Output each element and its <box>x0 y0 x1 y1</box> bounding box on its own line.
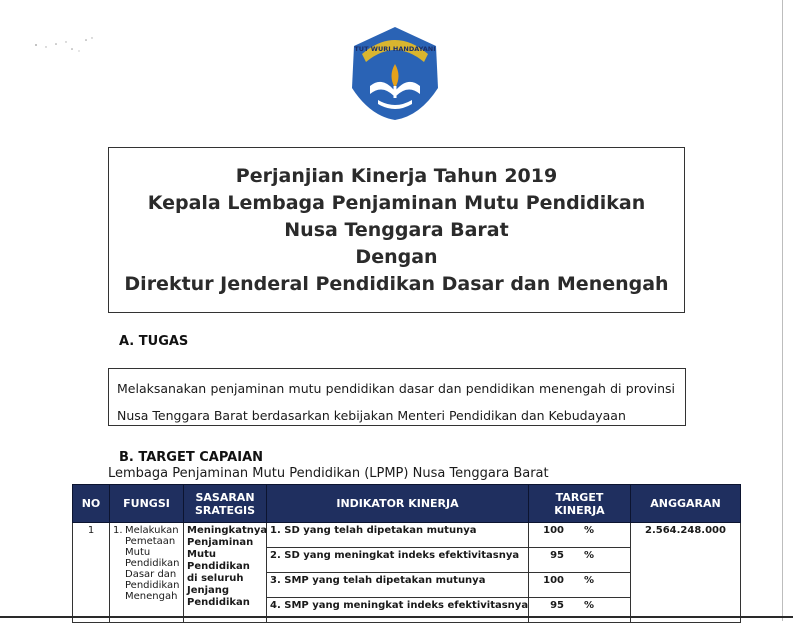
target-value: 95 <box>550 600 564 611</box>
task-line: Nusa Tenggara Barat berdasarkan kebijakan Menteri Pendidikan dan Kebudayaan <box>117 408 626 423</box>
cell-target <box>529 598 631 623</box>
table-row <box>73 523 741 548</box>
title-line: Nusa Tenggara Barat <box>284 218 509 241</box>
section-b-heading: B. TARGET CAPAIAN <box>119 450 264 465</box>
logo-motto: TUT WURI HANDAYANI <box>354 45 436 53</box>
cell-indikator: 4. SMP yang meningkat indeks efektivitasnya <box>267 598 529 623</box>
cell-anggaran: 2.564.248.000 <box>631 523 741 623</box>
cell-sasaran: Meningkatnya Penjaminan Mutu Pendidikan di seluruh Jenjang Pendidikan <box>184 523 267 623</box>
target-value: 100 <box>543 575 564 586</box>
fungsi-text: Melakukan Pemetaan Mutu Pendidikan Dasar dan Pendidikan Menengah <box>125 525 180 602</box>
target-unit: % <box>583 575 594 586</box>
cell-fungsi <box>110 523 184 623</box>
cell-indikator: 1. SD yang telah dipetakan mutunya <box>267 523 529 548</box>
title-line: Perjanjian Kinerja Tahun 2019 <box>235 164 558 187</box>
section-a-heading: A. TUGAS <box>119 334 189 349</box>
header-indikator: INDIKATOR KINERJA <box>267 485 529 523</box>
task-line: Melaksanakan penjaminan mutu pendidikan dasar dan pendidikan menengah di provinsi <box>117 381 675 396</box>
target-unit: % <box>583 600 594 611</box>
header-no: NO <box>73 485 110 523</box>
page-edge-right <box>782 0 783 621</box>
title-line: Dengan <box>355 245 438 268</box>
table-header-row <box>73 485 741 523</box>
title-line: Kepala Lembaga Penjaminan Mutu Pendidikan <box>147 191 646 214</box>
cell-target <box>529 548 631 573</box>
header-sasaran: SASARAN SRATEGIS <box>184 485 267 523</box>
cell-indikator: 3. SMP yang telah dipetakan mutunya <box>267 573 529 598</box>
header-anggaran: ANGGARAN <box>631 485 741 523</box>
target-unit: % <box>583 525 594 536</box>
target-unit: % <box>583 550 594 561</box>
cell-indikator: 2. SD yang meningkat indeks efektivitasnya <box>267 548 529 573</box>
header-target: TARGET KINERJA <box>529 485 631 523</box>
task-description-box <box>108 368 686 426</box>
header-fungsi: FUNGSI <box>110 485 184 523</box>
document-title-box <box>108 147 685 313</box>
scan-specks <box>32 36 102 56</box>
tut-wuri-handayani-emblem-icon <box>348 24 442 122</box>
page-bottom-edge <box>0 616 793 618</box>
target-value: 95 <box>550 550 564 561</box>
fungsi-number: 1. <box>113 525 123 536</box>
cell-no: 1 <box>73 523 110 623</box>
cell-target <box>529 573 631 598</box>
target-value: 100 <box>543 525 564 536</box>
title-line: Direktur Jenderal Pendidikan Dasar dan Menengah <box>124 272 669 295</box>
target-table <box>72 484 741 623</box>
institution-name: Lembaga Penjaminan Mutu Pendidikan (LPMP) Nusa Tenggara Barat <box>108 466 549 481</box>
cell-target <box>529 523 631 548</box>
